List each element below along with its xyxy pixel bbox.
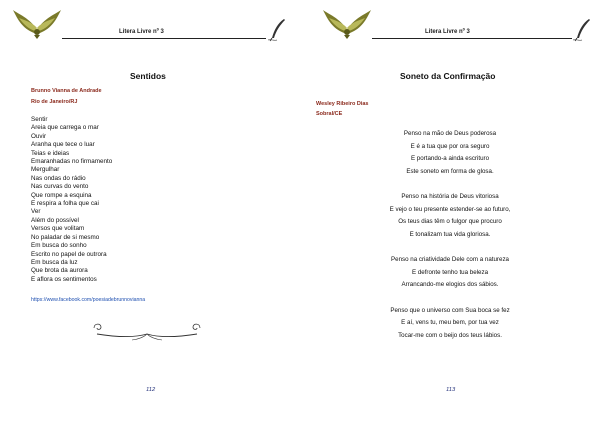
verse-line: No paladar de si mesmo [31, 233, 100, 241]
verse-line: Este soneto em forma de glosa. [406, 167, 494, 175]
verse-line: Versos que volitam [31, 225, 85, 233]
verse-line: Em busca da luz [31, 258, 78, 266]
stanza [370, 254, 530, 292]
verse-line: Emaranhadas no firmamento [31, 158, 113, 166]
quill-pen-icon [573, 18, 591, 42]
verse-line: Os teus dias têm o fulgor que procuro [398, 218, 502, 225]
verse-line: Aranha que tece o luar [31, 141, 95, 149]
poem-author: Wesley Ribeiro Dias [316, 101, 369, 107]
stanza [370, 191, 530, 241]
winged-emblem-icon [12, 8, 62, 40]
verse-line: Teias e ideias [31, 149, 70, 157]
verse-line: Penso na mão de Deus poderosa [403, 130, 497, 137]
sonnet-body [370, 128, 530, 342]
header-rule [62, 38, 266, 39]
verse-line: Sentir [31, 116, 48, 123]
verse-line: Ver [31, 208, 41, 216]
verse-line: E portando-a ainda escrituro [410, 155, 490, 162]
verse-line: E defronte tenho tua beleza [411, 268, 489, 276]
poem-title: Soneto da Confirmação [400, 71, 496, 81]
verse-line: E aí, vens tu, meu bem, por tua vez [401, 319, 499, 326]
verse-line: E tonalizam tua vida gloriosa. [409, 230, 491, 238]
verse-line: Tocar-me com o beijo dos teus lábios. [398, 331, 502, 339]
verse-line: E aflora os sentimentos [31, 275, 97, 283]
stanza [370, 305, 530, 343]
verse-line: Que rompe a esquina [31, 191, 92, 199]
page-number: 113 [446, 387, 456, 393]
verse-line: Além do possível [31, 216, 79, 224]
right-page [300, 0, 600, 424]
verse-line: Nas ondas do rádio [31, 174, 86, 182]
page-number: 112 [146, 387, 156, 393]
verse-line: E é a tua que por ora seguro [410, 142, 490, 150]
magazine-header: Litera Livre nº 3 [119, 29, 164, 35]
verse-line: Penso na história de Deus vitoriosa [401, 193, 499, 200]
poem-title: Sentidos [130, 71, 166, 81]
magazine-header: Litera Livre nº 3 [425, 29, 470, 35]
header-rule [372, 38, 572, 39]
verse-line: Em busca do sonho [31, 242, 87, 250]
verse-line: Areia que carrega o mar [31, 124, 99, 132]
verse-line: E vejo o teu presente estender-se ao futuro, [389, 205, 511, 213]
verse-line: Arrancando-me elogios dos sábios. [401, 281, 499, 288]
stanza [370, 128, 530, 178]
verse-line: Que brota da aurora [31, 267, 88, 275]
verse-line: Penso na criatividade Dele com a natureza [391, 256, 509, 263]
verse-line: Penso que o universo com Sua boca se fez [390, 306, 510, 314]
quill-pen-icon [268, 18, 286, 42]
decorative-divider-icon [92, 322, 202, 344]
poem-body [31, 116, 112, 284]
winged-emblem-icon [322, 8, 372, 40]
poem-author: Brunno Vianna de Andrade [31, 88, 102, 94]
poem-location: Rio de Janeiro/RJ [31, 99, 78, 105]
verse-line: E respira a folha que cai [31, 200, 99, 208]
author-link[interactable]: https://www.facebook.com/poesiadebrunnovianna [31, 297, 146, 303]
verse-line: Escrito no papel de outrora [31, 250, 107, 258]
poem-location: Sobral/CE [316, 111, 343, 117]
verse-line: Mergulhar [31, 166, 60, 174]
verse-line: Ouvir [31, 132, 47, 140]
verse-line: Nas curvas do vento [31, 183, 89, 191]
